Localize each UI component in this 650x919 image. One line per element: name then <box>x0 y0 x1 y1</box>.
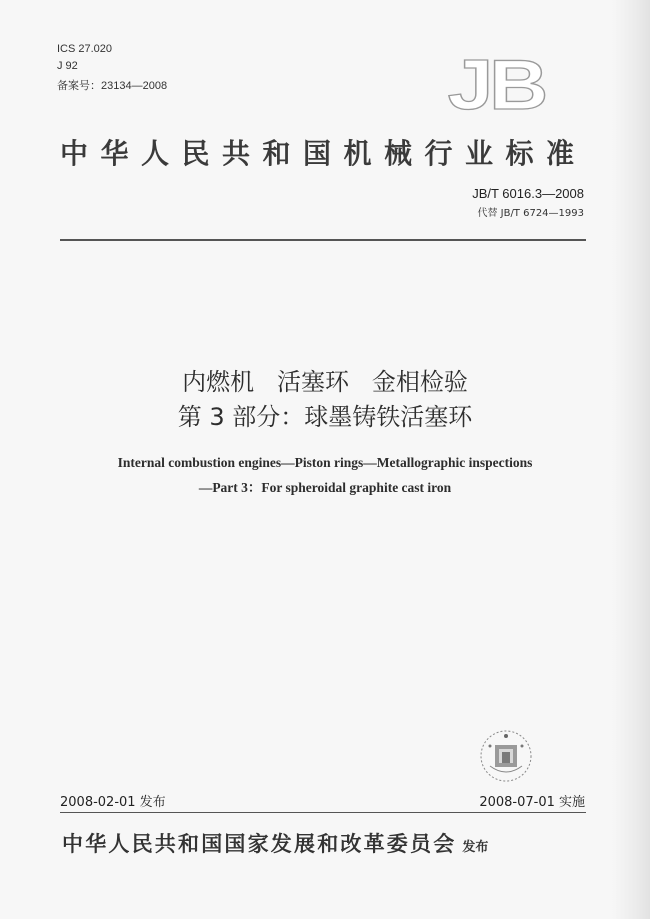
publisher-suffix: 发布 <box>462 840 489 855</box>
replaces-standard: 代替 JB/T 6724—1993 <box>477 208 584 219</box>
ccs-code: J 92 <box>57 60 78 72</box>
publisher-name: 中华人民共和国国家发展和改革委员会 <box>62 832 457 856</box>
title-en-line1: Internal combustion engines—Piston rings—Metallographic inspections <box>117 455 533 470</box>
ics-code: ICS 27.020 <box>57 43 113 55</box>
title-cn-line2: 第 3 部分：球墨铸铁活塞环 <box>177 403 473 431</box>
implementation-date: 2008-07-01 实施 <box>479 795 585 810</box>
title-en-line2: —Part 3：For spheroidal graphite cast iron <box>198 480 452 495</box>
jb-logo-text: JB <box>447 48 545 116</box>
jb-logo-icon <box>436 48 556 116</box>
standard-number: JB/T 6016.3—2008 <box>472 186 584 201</box>
record-number: 备案号：23134—2008 <box>57 80 168 92</box>
issuing-department: 中华人民共和国机械行业标准 <box>60 137 587 170</box>
publisher <box>62 828 488 858</box>
title-cn-line1: 内燃机 活塞环 金相检验 <box>182 368 468 396</box>
publisher-seal-icon <box>478 728 534 784</box>
top-divider <box>60 239 586 241</box>
issue-date: 2008-02-01 发布 <box>60 795 166 810</box>
bottom-divider <box>60 812 586 813</box>
